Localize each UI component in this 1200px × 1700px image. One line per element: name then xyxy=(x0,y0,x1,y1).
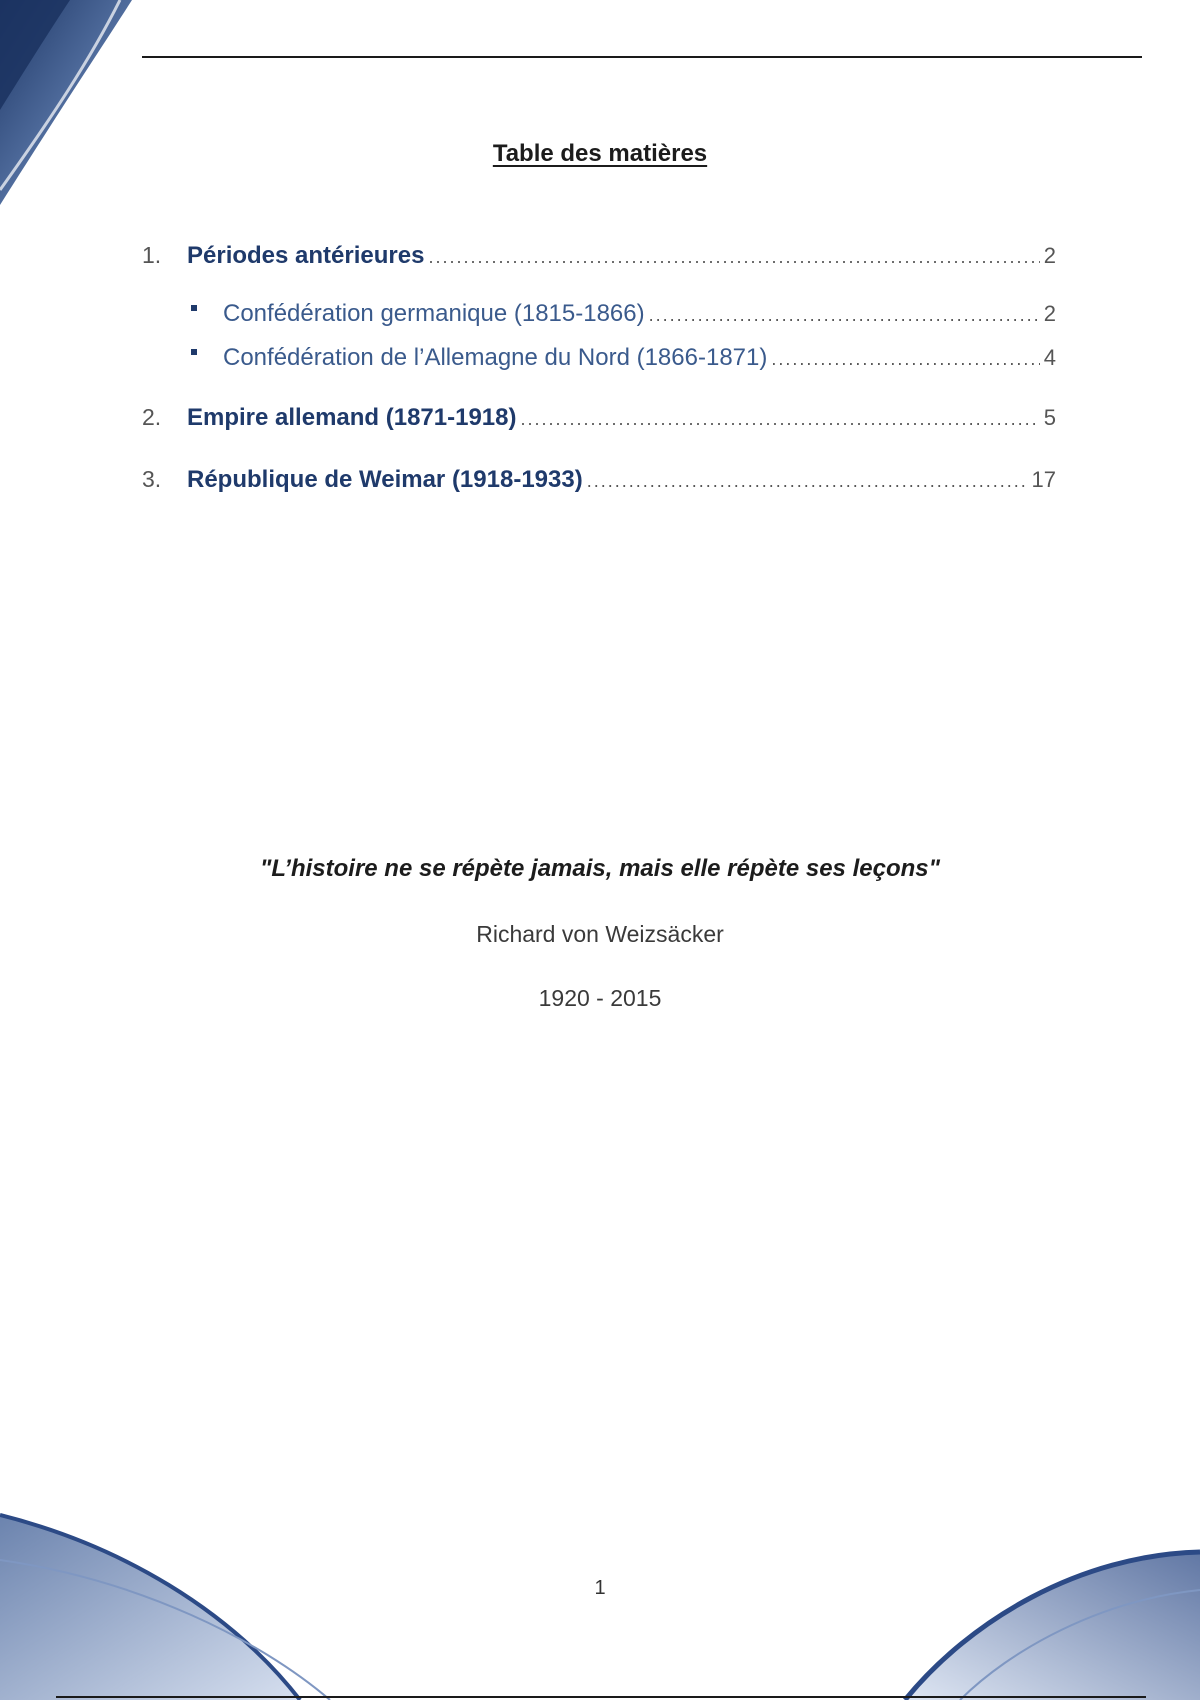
bullet-icon xyxy=(187,297,223,321)
footer-rule xyxy=(56,1696,1146,1698)
toc-entry-page: 2 xyxy=(1043,301,1056,326)
toc-entry-number: 2. xyxy=(142,404,162,430)
bullet-icon xyxy=(187,341,223,365)
toc-entry-page: 2 xyxy=(1043,243,1056,268)
toc-dot-leader xyxy=(771,349,1039,370)
epigraph-quote: "L’histoire ne se répète jamais, mais elle répète ses leçons" xyxy=(260,855,940,882)
toc-entry-label: Périodes antérieures xyxy=(187,242,425,269)
toc-entry-page: 4 xyxy=(1043,345,1056,370)
toc-dot-leader xyxy=(521,409,1040,430)
toc-entry-number: 1. xyxy=(142,242,162,268)
toc-entry-label: Confédération de l’Allemagne du Nord (1866-1871) xyxy=(223,344,768,371)
header-rule xyxy=(142,56,1142,58)
toc-entry-label: Confédération germanique (1815-1866) xyxy=(223,300,645,327)
toc-dot-leader xyxy=(649,305,1040,326)
page-number: 1 xyxy=(594,1577,606,1599)
toc-entry-confederation-allemagne-nord[interactable] xyxy=(187,341,1056,372)
toc-title: Table des matières xyxy=(492,140,708,167)
toc-entry-confederation-germanique[interactable] xyxy=(187,297,1056,328)
toc-entry-number: 3. xyxy=(142,466,162,492)
toc-entry-periodes-anterieures[interactable] xyxy=(142,242,1056,270)
toc-dot-leader xyxy=(587,471,1028,492)
toc-entry-page: 5 xyxy=(1043,405,1056,430)
toc-entry-page: 17 xyxy=(1031,467,1056,492)
toc-entry-label: Empire allemand (1871-1918) xyxy=(187,404,517,431)
author-lifespan: 1920 - 2015 xyxy=(538,985,662,1011)
toc-entry-republique-weimar[interactable] xyxy=(142,466,1056,494)
toc-entry-label: République de Weimar (1918-1933) xyxy=(187,466,583,493)
toc-entry-empire-allemand[interactable] xyxy=(142,404,1056,432)
swoosh-bottom-right xyxy=(905,1552,1200,1700)
toc-dot-leader xyxy=(428,247,1039,268)
quote-author: Richard von Weizsäcker xyxy=(476,921,724,947)
swoosh-bottom-left xyxy=(0,1515,300,1700)
